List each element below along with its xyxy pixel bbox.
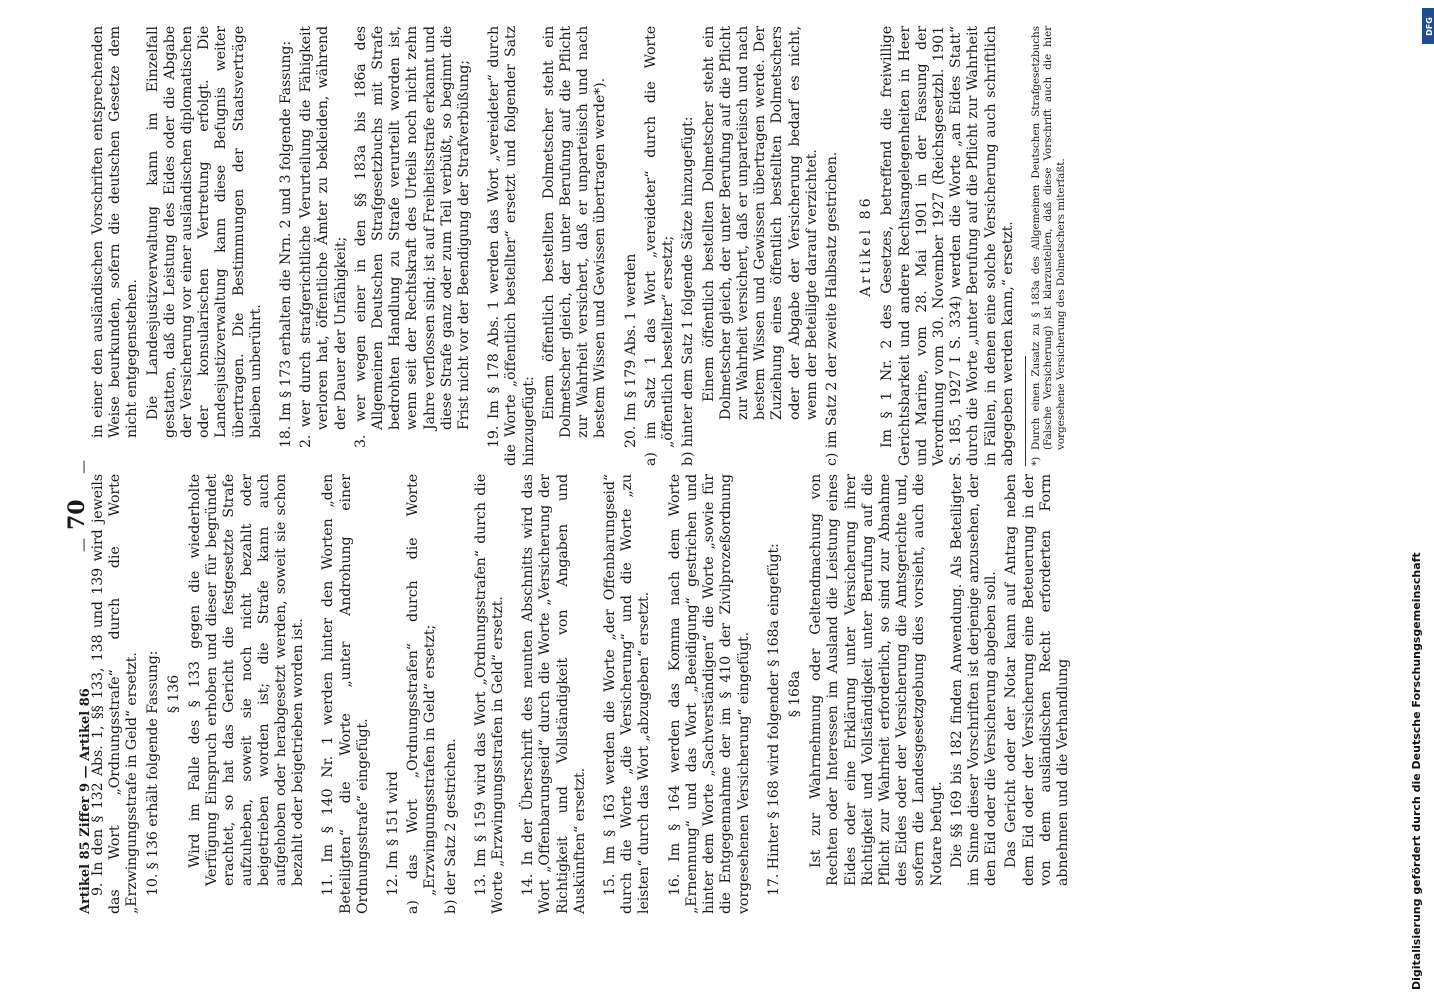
quoted-paragraph: Das Gericht oder der Notar kann auf Antrag neben dem Eid oder der Versicherung eine Beteuerung in der von dem ausländischen Recht erforderten Form abnehmen und die Verhandlung bbox=[1003, 474, 1071, 886]
paragraph: 15. Im § 163 werden die Worte „der Offenbarungseid“ durch die Worte „die Versicherung“ und die Worte „zu leisten“ durch das Wort „abzugeben“ ersetzt. bbox=[602, 474, 653, 914]
paragraph: 13. Im § 159 wird das Wort „Ordnungsstrafen“ durch die Worte „Erzwingungsstrafen in Geld“ ersetzt. bbox=[472, 474, 507, 914]
header-dash-left: — bbox=[76, 538, 92, 552]
page-number: 70 bbox=[64, 499, 90, 530]
quoted-paragraph: Einem öffentlich bestellten Dolmetscher steht ein Dolmetscher gleich, der unter Berufung auf die Pflicht zur Wahrheit versichert, daß er unparteiisch und nach bestem Wissen und Gewissen übertragen werde. Der Zuziehung eines öffentlich bestellten Dolmetschers oder der Abgabe der Versicherung bedarf es nicht, wenn der Beteiligte darauf verzichtet. bbox=[700, 26, 820, 420]
digitization-credit: Digitalisierung gefördert durch die Deutsche Forschungsgemeinschaft bbox=[1409, 552, 1423, 990]
list-item: a) das Wort „Ordnungsstrafen“ durch die Worte „Erzwingungsstrafen in Geld“ ersetzt; bbox=[405, 474, 439, 914]
footnote bbox=[1030, 26, 1068, 466]
paragraph: 20. Im § 179 Abs. 1 werden bbox=[622, 253, 639, 448]
list-item: c) im Satz 2 der zweite Halbsatz gestrichen. bbox=[823, 151, 840, 466]
paragraph: 18. Im § 173 erhalten die Nrn. 2 und 3 folgende Fassung: bbox=[278, 40, 295, 448]
paragraph: Im § 1 Nr. 2 des Gesetzes, betreffend die freiwillige Gerichtsbarkeit und andere Rechtsangelegenheiten in Heer und Marine, vom 28. Mai 1901 in der Fassung der Verordnung vom 30. November 1927 (Reichsgesetzbl. 1901 S. 185, 1927 I S. 334) werden die Worte „an Eides Statt“ durch die Worte „unter Berufung auf die Pflicht zur Wahrheit in Fällen, in denen eine solche Versicherung auch schriftlich abgegeben werden kann,“ ersetzt. bbox=[879, 26, 1016, 466]
quoted-paragraph: in einer den ausländischen Vorschriften entsprechenden Weise beurkunden, sofern die deutschen Gesetze dem nicht entgegenstehen. bbox=[90, 26, 141, 438]
paragraph: 11. Im § 140 Nr. 1 werden hinter den Worten „den Beteiligten“ die Worte „unter Androhung einer Ordnungsstrafe“ eingefügt. bbox=[320, 474, 371, 914]
left-column bbox=[90, 474, 1075, 914]
list-item: 2. wer durch strafgerichtliche Verurteilung die Fähigkeit verloren hat, öffentliche Ämter zu bekleiden, während der Dauer der Unfähigkeit; bbox=[298, 26, 349, 448]
quoted-paragraph: Einem öffentlich bestellten Dolmetscher steht ein Dolmetscher gleich, der unter Berufung auf die Pflicht zur Wahrheit versichert, daß er unparteiisch und nach bestem Wissen und Gewissen übertragen werde*). bbox=[540, 26, 609, 438]
list-item: b) der Satz 2 gestrichen. bbox=[442, 738, 459, 914]
dfg-logo-text: DFG bbox=[1424, 16, 1434, 36]
paragraph: 17. Hinter § 168 wird folgender § 168a eingefügt: bbox=[765, 543, 782, 896]
list-item: 3. wer wegen einer in den §§ 183a bis 186a des Allgemeinen Deutschen Strafgesetzbuchs mit Strafe bedrohten Handlung zu Strafe verurteilt worden ist, wenn seit der Rechtskraft des Urteils noch nicht zehn Jahre verflossen sind; ist auf Freiheitsstrafe erkannt und diese Strafe ganz oder zum Teil verbüßt, so beginnt die Frist nicht vor der Beendigung der Strafverbüßung; bbox=[352, 26, 473, 448]
paragraph: 16. Im § 164 werden das Komma nach dem Worte „Ernennung“ und das Wort „Beeidigung“ gestrichen und hinter dem Worte „Sachverständigen“ die Worte „sowie für die Entgegennahme der im § 410 der Zivilprozeßordnung vorgesehenen Versicherung“ eingefügt. bbox=[666, 474, 752, 914]
quoted-paragraph: Wird im Falle des § 133 gegen die wiederholte Verfügung Einspruch erhoben und dieser für begründet erachtet, so hat das Gericht die festgesetzte Strafe aufzuheben, soweit sie noch nicht bezahlt oder beigetrieben worden ist; die Strafe kann auch aufgehoben oder herabgesetzt werden, soweit sie schon bezahlt oder beigetrieben worden ist. bbox=[187, 474, 307, 886]
paragraph: 19. Im § 178 Abs. 1 werden das Wort „vereideter“ durch die Worte „öffentlich bestellter“ ersetzt und folgender Satz hinzugefügt: bbox=[486, 26, 537, 466]
footnote-rule bbox=[1025, 356, 1026, 466]
list-item: a) im Satz 1 das Wort „vereideter“ durch die Worte „öffentlich bestellter“ ersetzt; bbox=[642, 26, 677, 466]
quoted-paragraph: Ist zur Wahrnehmung oder Geltendmachung von Rechten oder Interessen im Ausland die Leistung eines Eides oder eine Erklärung unter Versicherung ihrer Richtigkeit und Vollständigkeit unter Berufung auf die Pflicht zur Wahrheit erforderlich, so sind zur Abnahme des Eides oder der Versicherung die Amtsgerichte und, sofern die Landesgesetzgebung dies vorsieht, auch die Notare befugt. bbox=[808, 474, 945, 886]
quoted-paragraph: Die §§ 169 bis 182 finden Anwendung. Als Beteiligter im Sinne dieser Vorschriften ist derjenige anzusehen, der den Eid oder die Versicherung abgeben soll. bbox=[948, 474, 1000, 886]
right-column bbox=[90, 26, 1070, 466]
paragraph: 9. In den § 132 Abs. 1, §§ 133, 138 und 139 wird jeweils das Wort „Ordnungsstrafe“ durch die Worte „Erzwingungsstrafe in Geld“ ersetzt. bbox=[90, 474, 141, 914]
footnote-text: Durch einen Zusatz zu § 183a des Allgemeinen Deutschen Strafgesetzbuchs (Falsche Versicherung) ist klarzustellen, daß diese Vorschrift auch die hier vorgesehene Versicherung des Dolmetschers miterfaßt. bbox=[1029, 26, 1067, 450]
paragraph: 14. In der Überschrift des neunten Abschnitts wird das Wort „Offenbarungseid“ durch die Worte „Versicherung der Richtigkeit und Vollständigkeit von Angaben und Auskünften“ ersetzt. bbox=[520, 474, 588, 914]
section-heading: § 168a bbox=[786, 670, 803, 718]
running-head: Artikel 85 Ziffer 9 — Artikel 86 bbox=[78, 688, 93, 914]
article-heading: Artikel 86 bbox=[858, 195, 875, 297]
footnote-mark: *) bbox=[1029, 456, 1042, 466]
paragraph: 12. Im § 151 wird bbox=[385, 771, 402, 896]
dfg-logo bbox=[1422, 8, 1434, 44]
paragraph: 10. § 136 erhält folgende Fassung: bbox=[144, 650, 161, 896]
list-item: b) hinter dem Satz 1 folgende Sätze hinzugefügt: bbox=[680, 116, 697, 466]
header-dash-right: — bbox=[76, 460, 92, 474]
section-heading: § 136 bbox=[165, 674, 182, 714]
quoted-paragraph: Die Landesjustizverwaltung kann im Einzelfall gestatten, daß die Leistung des Eides oder die Abgabe der Versicherung vor einer ausländischen diplomatischen oder konsularischen Vertretung erfolgt. Die Landesjustizverwaltung kann diese Befugnis weiter übertragen. Die Bestimmungen der Staatsverträge bleiben unberührt. bbox=[144, 26, 264, 438]
